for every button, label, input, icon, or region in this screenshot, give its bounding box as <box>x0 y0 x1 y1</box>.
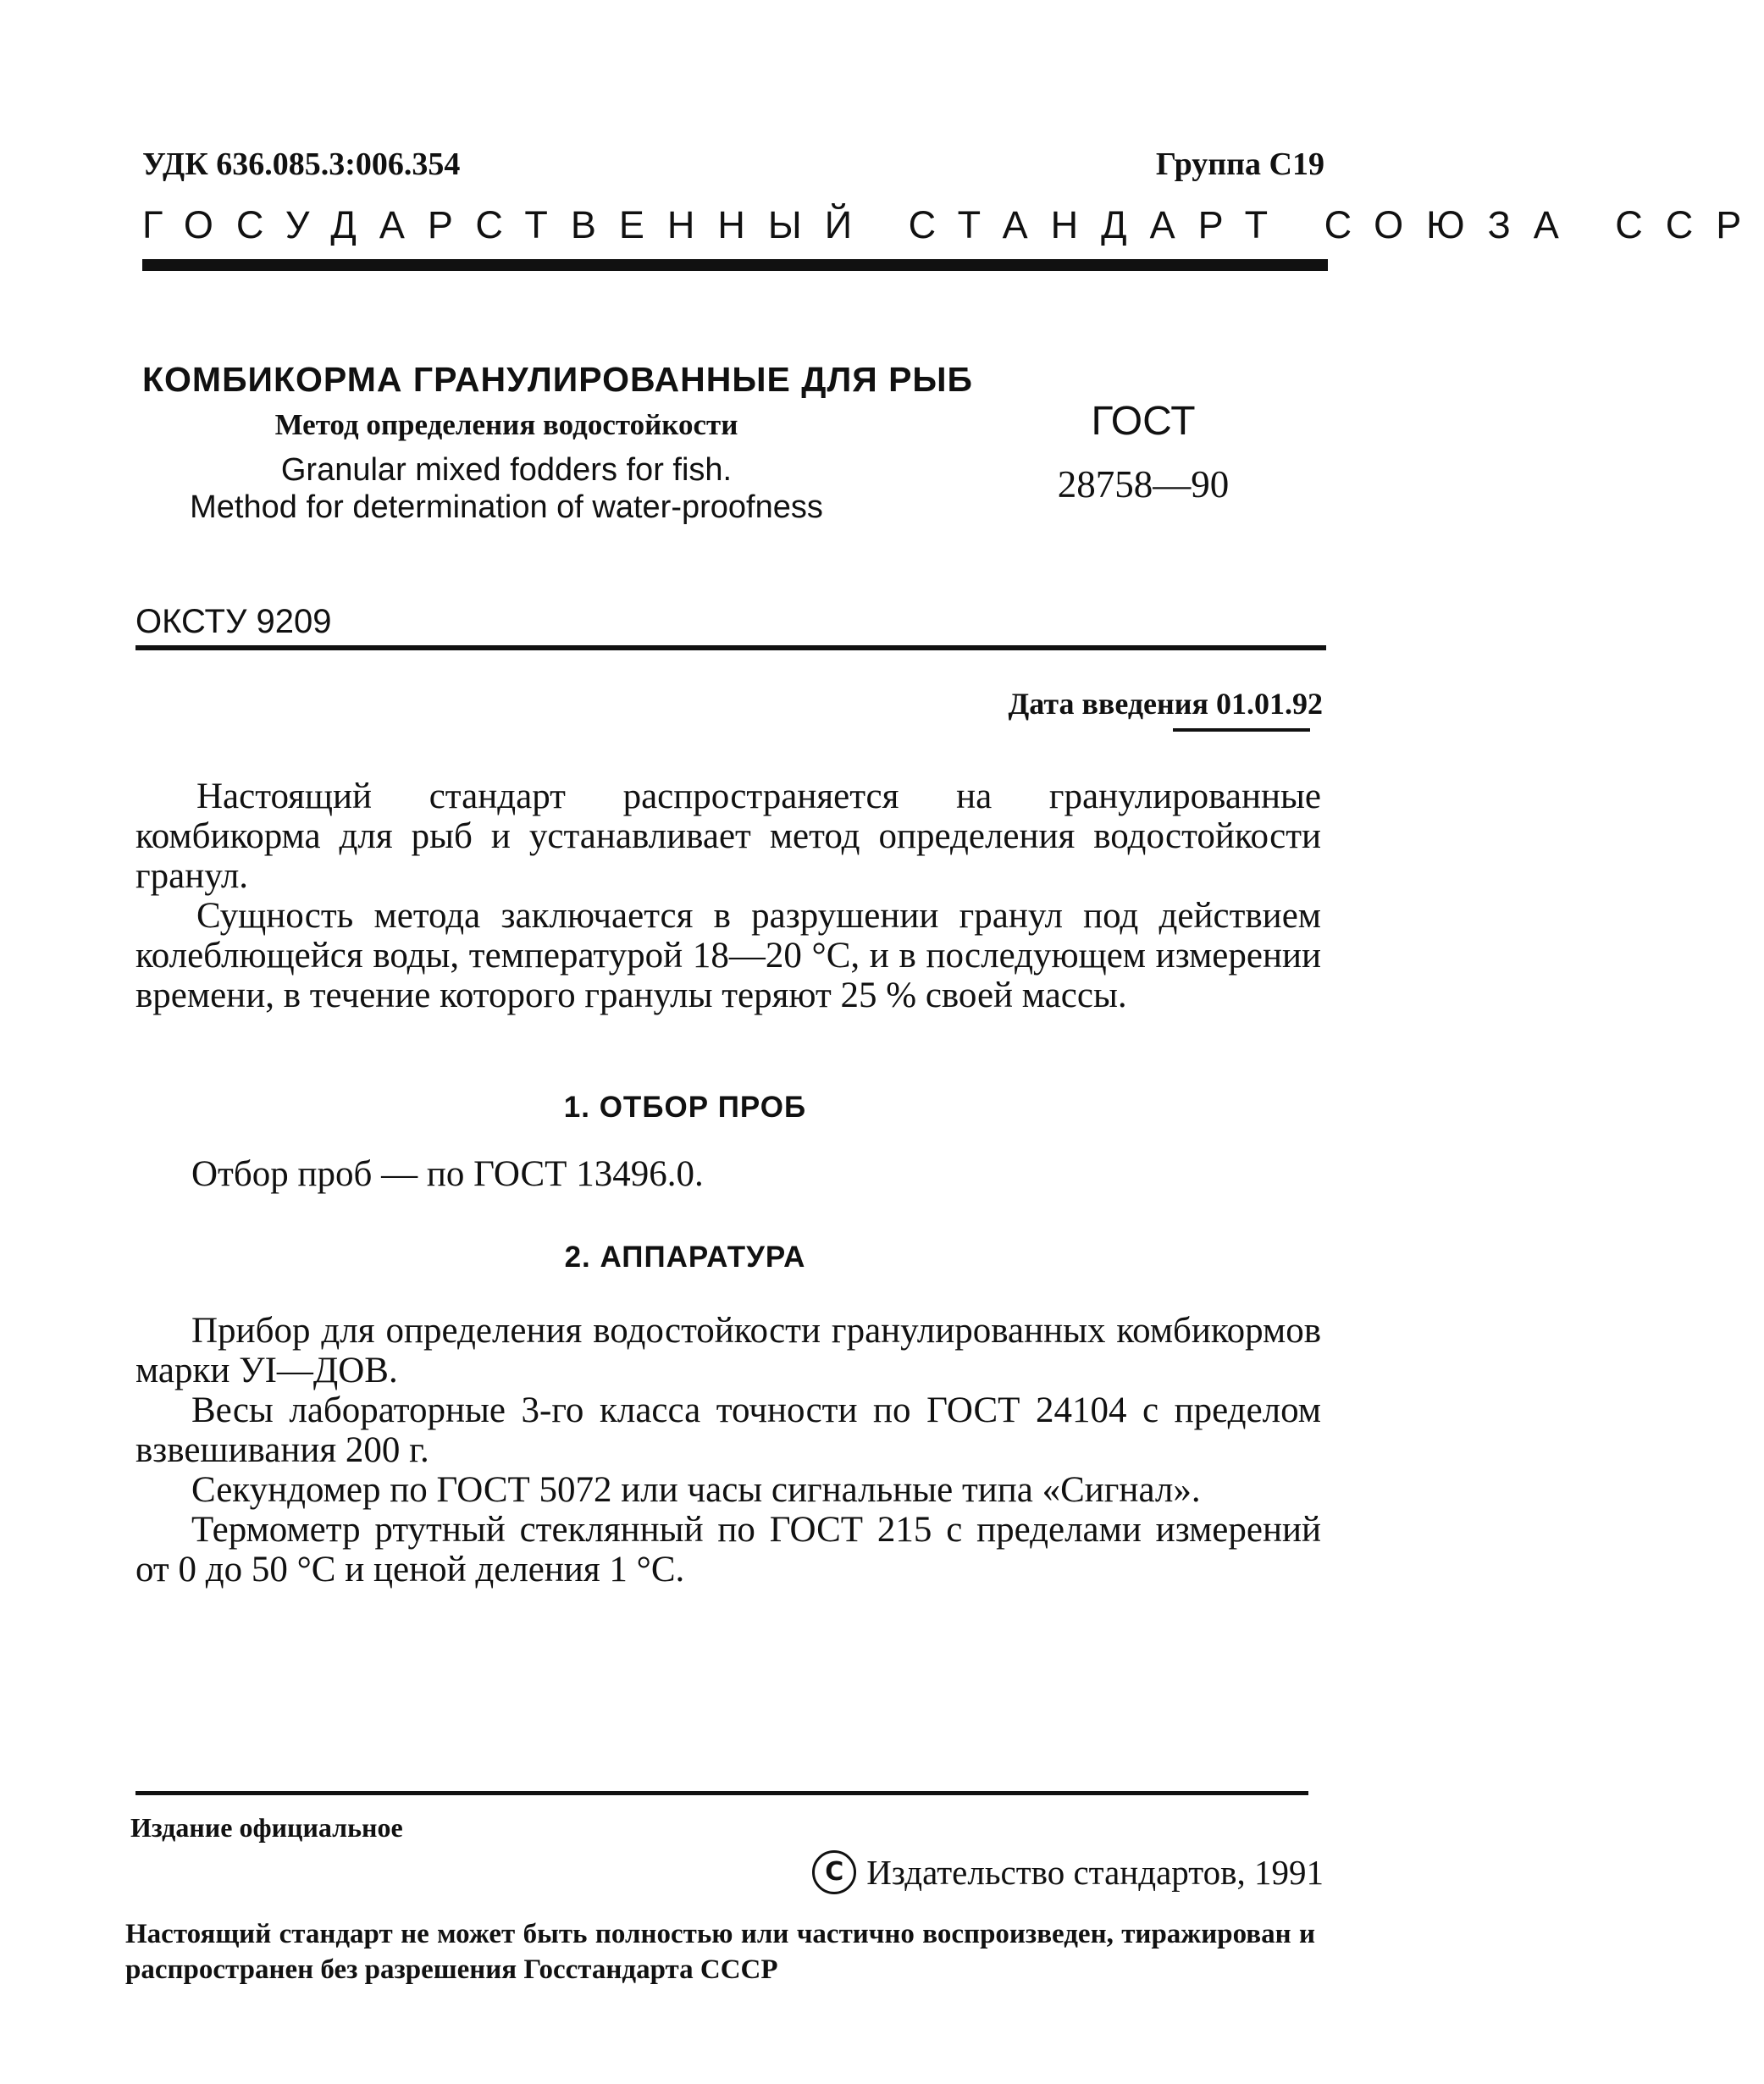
english-title <box>142 451 871 526</box>
meta-divider <box>135 645 1326 650</box>
english-title-line-1: Granular mixed fodders for fish. <box>280 452 733 488</box>
paragraph-method: Сущность метода заключается в разрушении гранул под действием колеблющейся воды, температурой 18—20 °С, и в последующем измерении времени, в течение которого гранулы теряют 25 % своей массы. <box>135 896 1321 1015</box>
oksu-code: ОКСТУ 9209 <box>135 603 332 640</box>
introduction-date: Дата введения 01.01.92 <box>1008 687 1323 721</box>
list-item: Прибор для определения водостойкости гранулированных комбикормов марки УI—ДОВ. <box>135 1311 1321 1390</box>
list-item: Термометр ртутный стеклянный по ГОСТ 215 с пределами измерений от 0 до 50 °С и ценой деления 1 °С. <box>135 1510 1321 1589</box>
group-code: Группа С19 <box>1155 146 1324 182</box>
udk-code: УДК 636.085.3:006.354 <box>142 146 461 182</box>
date-underline <box>1173 728 1310 732</box>
reproduction-notice: Настоящий стандарт не может быть полностью или частично воспроизведен, тиражирован и распространен без разрешения Госстандарта СССР <box>125 1919 1315 1985</box>
section-1-text: Отбор проб — по ГОСТ 13496.0. <box>191 1154 704 1194</box>
document-title: КОМБИКОРМА ГРАНУЛИРОВАННЫЕ ДЛЯ РЫБ <box>142 360 974 399</box>
section-2-heading: 2. АППАРАТУРА <box>564 1241 806 1274</box>
english-title-line-2: Method for determination of water-proofness <box>190 489 823 525</box>
paragraph-scope: Настоящий стандарт распространяется на гранулированные комбикорма для рыб и устанавливает метод определения водостойкости гранул. <box>135 777 1321 896</box>
document-subtitle: Метод определения водостойкости <box>274 408 738 441</box>
gost-number: 28758—90 <box>1057 463 1230 506</box>
gost-label: ГОСТ <box>1091 399 1196 444</box>
copyright-icon: C <box>812 1850 856 1894</box>
footer-divider <box>135 1791 1308 1795</box>
copyright-text: Издательство стандартов, 1991 <box>866 1853 1324 1892</box>
header-divider <box>142 259 1328 271</box>
list-item: Весы лабораторные 3-го класса точности по ГОСТ 24104 с пределом взвешивания 200 г. <box>135 1390 1321 1470</box>
list-item: Секундомер по ГОСТ 5072 или часы сигнальные типа «Сигнал». <box>191 1470 1201 1510</box>
section-1-heading: 1. ОТБОР ПРОБ <box>563 1091 807 1124</box>
state-standard-banner: ГОСУДАРСТВЕННЫЙ СТАНДАРТ СОЮЗА ССР <box>142 203 1764 246</box>
apparatus-list <box>135 1311 1321 1589</box>
copyright-line <box>812 1850 1324 1894</box>
edition-label: Издание официальное <box>130 1812 403 1843</box>
